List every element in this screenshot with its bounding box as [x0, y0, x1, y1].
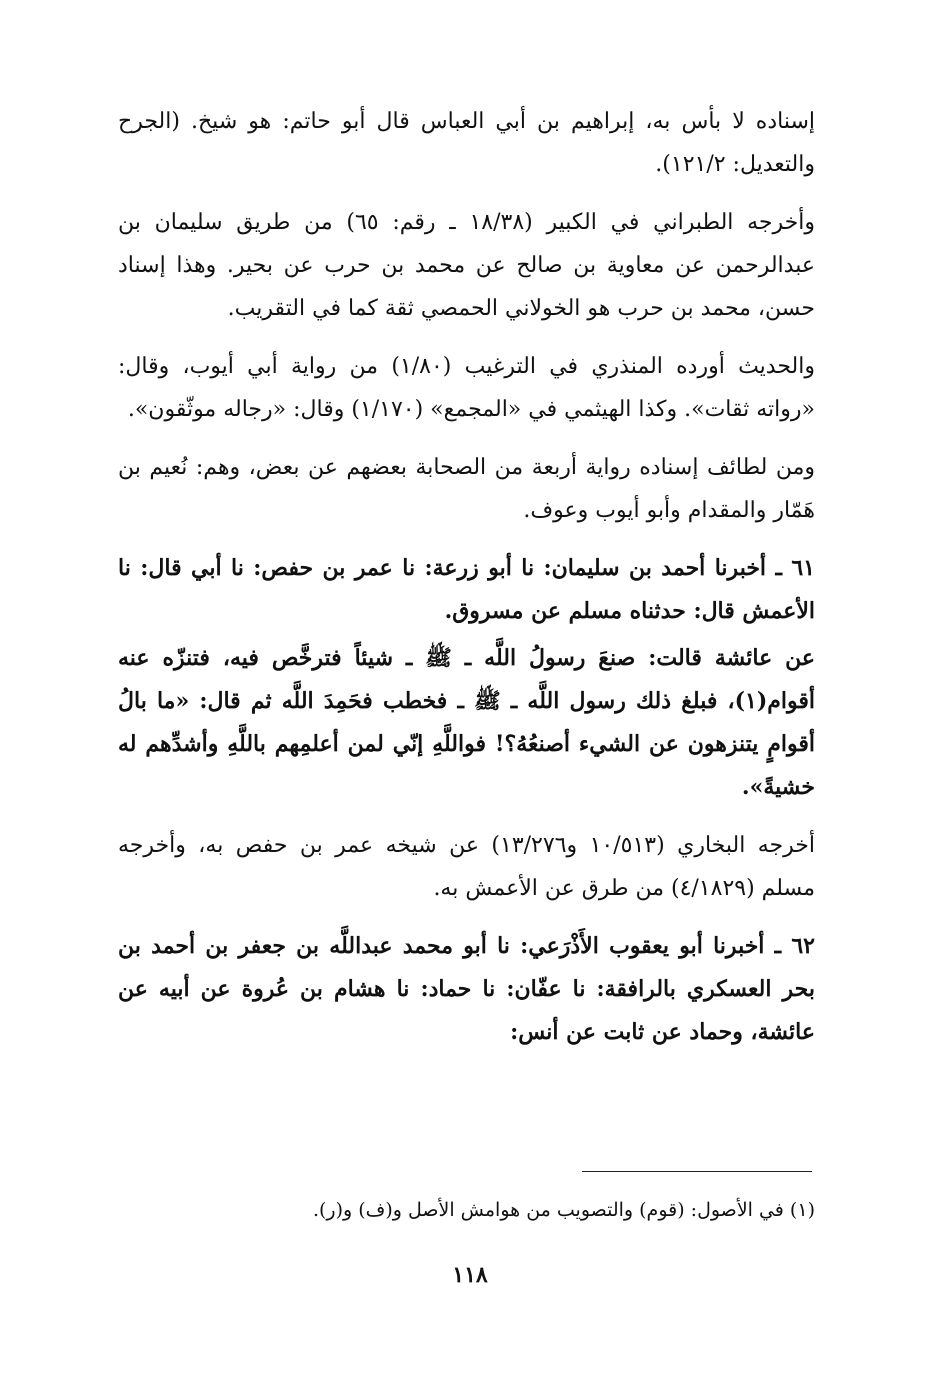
paragraph-3: والحديث أورده المنذري في الترغيب (١/٨٠) من رواية أبي أيوب، وقال: «رواته ثقات». وكذا الهيثمي في «المجمع» (١/١٧٠) وقال: «رجاله موثّقون».	[118, 354, 815, 422]
main-text	[118, 100, 815, 1054]
footnote-separator	[582, 1171, 812, 1172]
hadith-61-isnad: ٦١ ـ أخبرنا أحمد بن سليمان: نا أبو زرعة: نا عمر بن حفص: نا أبي قال: نا الأعمش قال: حدثناه مسلم عن مسروق.	[118, 555, 815, 624]
hadith-61-matn: عن عائشة قالت: صنعَ رسولُ اللَّه ـ ﷺ ـ شيئاً فترخَّص فيه، فتنزّه عنه أقوام(١)، فبلغ ذلك رسول اللَّه ـ ﷺ ـ فخطب فحَمِدَ اللَّه ثم قال: «ما بالُ أقوامٍ يتنزهون عن الشيء أصنعُهُ؟! فواللَّهِ إنّي لمن أعلمِهم باللَّهِ وأشدِّهم له خشيةً».	[118, 645, 815, 800]
page-number: ١١٨	[452, 1262, 488, 1288]
footnote: (١) في الأصول: (قوم) والتصويب من هوامش الأصل و(ف) و(ر).	[312, 1199, 815, 1221]
paragraph-4: ومن لطائف إسناده رواية أربعة من الصحابة بعضهم عن بعض، وهم: نُعيم بن هَمّار والمقدام وأبو أيوب وعوف.	[118, 455, 815, 523]
paragraph-2: وأخرجه الطبراني في الكبير (١٨/٣٨ ـ رقم: ٦٥) من طريق سليمان بن عبدالرحمن عن معاوية بن صالح عن محمد بن حرب عن بحير. وهذا إسناد حسن، محمد بن حرب هو الخولاني الحمصي ثقة كما في التقريب.	[118, 210, 815, 321]
hadith-62-isnad: ٦٢ ـ أخبرنا أبو يعقوب الأَذْرَعي: نا أبو محمد عبداللَّه بن جعفر بن أحمد بن بحر العسكري بالرافقة: نا عفّان: نا حماد: نا هشام بن عُروة عن أبيه عن عائشة، وحماد عن ثابت عن أنس:	[118, 933, 815, 1045]
paragraph-takhrij-61: أخرجه البخاري (١٠/٥١٣ و١٣/٢٧٦) عن شيخه عمر بن حفص به، وأخرجه مسلم (٤/١٨٢٩) من طرق عن الأعمش به.	[118, 833, 815, 901]
paragraph-1: إسناده لا بأس به، إبراهيم بن أبي العباس قال أبو حاتم: هو شيخ. (الجرح والتعديل: ١٢١/٢).	[118, 109, 815, 177]
